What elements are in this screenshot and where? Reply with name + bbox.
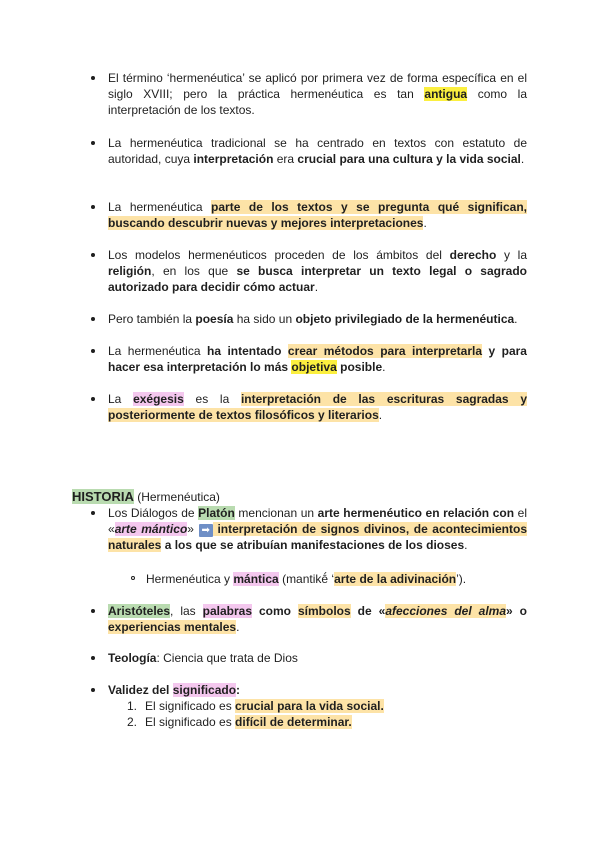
bold-text: objeto privilegiado de la hermenéutica (295, 312, 515, 326)
text: El significado es (145, 699, 236, 713)
highlight: arte de la adivinación (334, 572, 457, 586)
bold-text: » o (506, 604, 527, 618)
text: , en los que (151, 264, 237, 278)
list-item (108, 135, 527, 167)
list-number: 2. (127, 715, 138, 729)
highlight: Aristóteles (108, 604, 171, 618)
list-item (108, 343, 527, 375)
bold-text: ha intentado (206, 344, 288, 358)
bold-text: como (252, 604, 298, 618)
bold-text: derecho (449, 248, 497, 262)
sub-list-item (146, 571, 466, 587)
bold-text: se busca interpretar un texto legal o sagrado autorizado para decidir cómo actuar (108, 264, 527, 294)
list-item (108, 391, 527, 423)
bold-text: interpretación (193, 152, 274, 166)
highlight: parte de los textos y se pregunta qué significan, buscando descubrir nuevas y mejores interpretaciones (108, 200, 527, 230)
bold-text: Validez del (108, 683, 173, 697)
highlight: afecciones del alma (385, 604, 507, 618)
list-item (108, 603, 527, 635)
bold-text: posible (336, 360, 383, 374)
text: La hermenéutica (108, 200, 212, 214)
text: . (382, 360, 386, 374)
text: Hermenéutica y (146, 572, 234, 586)
text: es la (183, 392, 241, 406)
highlight: interpretación de signos divinos, de acontecimientos naturales (108, 522, 527, 552)
list-item (108, 311, 527, 327)
bold-text: poesía (195, 312, 234, 326)
bold-text: religión (108, 264, 152, 278)
highlight: mántica (233, 572, 279, 586)
text: . (423, 216, 427, 230)
text: el « (108, 506, 527, 536)
highlight: crucial para la vida social. (235, 699, 384, 713)
ordered-list-item (127, 714, 352, 730)
highlight: significado (172, 683, 237, 697)
text: . (314, 280, 319, 294)
text: , las (170, 604, 203, 618)
bold-text: de « (350, 604, 386, 618)
text: La hermenéutica tradicional se ha centrado en textos con estatuto de autoridad, cuya (108, 136, 527, 166)
list-item (108, 70, 527, 118)
text: y la (496, 248, 527, 262)
text: era (273, 152, 298, 166)
text: mencionan un (234, 506, 318, 520)
text: . (520, 152, 525, 166)
list-item (108, 682, 527, 698)
list-item (108, 505, 527, 553)
highlight: crear métodos para interpretarla (287, 344, 483, 358)
bold-text: Teología (108, 651, 157, 665)
highlight: interpretación de las escrituras sagradas y posteriormente de textos filosóficos y literarios (108, 392, 528, 422)
text: . (236, 620, 240, 634)
text: El significado es (145, 715, 236, 729)
highlight: objetiva (291, 360, 337, 374)
text: Los modelos hermenéuticos proceden de los ámbitos del (108, 248, 450, 262)
text: Pero también la (108, 312, 196, 326)
list-item (108, 199, 527, 231)
highlight: arte mántico (114, 522, 188, 536)
text: Los Diálogos de (108, 506, 199, 520)
text: El término ‘hermenéutica’ se aplicó por primera vez de forma específica en el siglo XVIII; pero la práctica hermenéutica es tan (108, 71, 527, 101)
highlight: Platón (198, 506, 235, 520)
text: » (187, 522, 199, 536)
text: La hermenéutica (108, 344, 207, 358)
highlight: símbolos (298, 604, 351, 618)
text: La (108, 392, 134, 406)
bold-text: arte hermenéutico en relación con (317, 506, 515, 520)
bold-text: crucial para una cultura y la vida social (297, 152, 521, 166)
text: . (378, 408, 383, 422)
text: . (464, 538, 468, 552)
text: . (514, 312, 518, 326)
section-title: HISTORIA (72, 489, 134, 504)
bold-text: y para hacer esa interpretación lo más (108, 344, 527, 374)
arrow-right-icon: ➡ (199, 524, 213, 537)
highlight: antigua (424, 87, 468, 101)
text: : Ciencia que trata de Dios (156, 651, 298, 665)
text: ’). (456, 572, 467, 586)
list-number: 1. (127, 699, 138, 713)
list-item (108, 247, 527, 295)
ordered-list-item (127, 698, 384, 714)
section-subtitle: (Hermenéutica) (133, 490, 220, 504)
text: como la interpretación de los textos. (108, 87, 527, 117)
text: (mantikḗ ‘ (278, 572, 335, 586)
highlight: difícil de determinar. (235, 715, 352, 729)
bold-text: a los que se atribuían manifestaciones de los dioses (161, 538, 465, 552)
bold-text: : (236, 683, 241, 697)
highlight: experiencias mentales (108, 620, 237, 634)
highlight: palabras (202, 604, 253, 618)
section-heading (72, 488, 220, 506)
text: ha sido un (233, 312, 296, 326)
highlight: exégesis (133, 392, 184, 406)
list-item (108, 650, 527, 666)
